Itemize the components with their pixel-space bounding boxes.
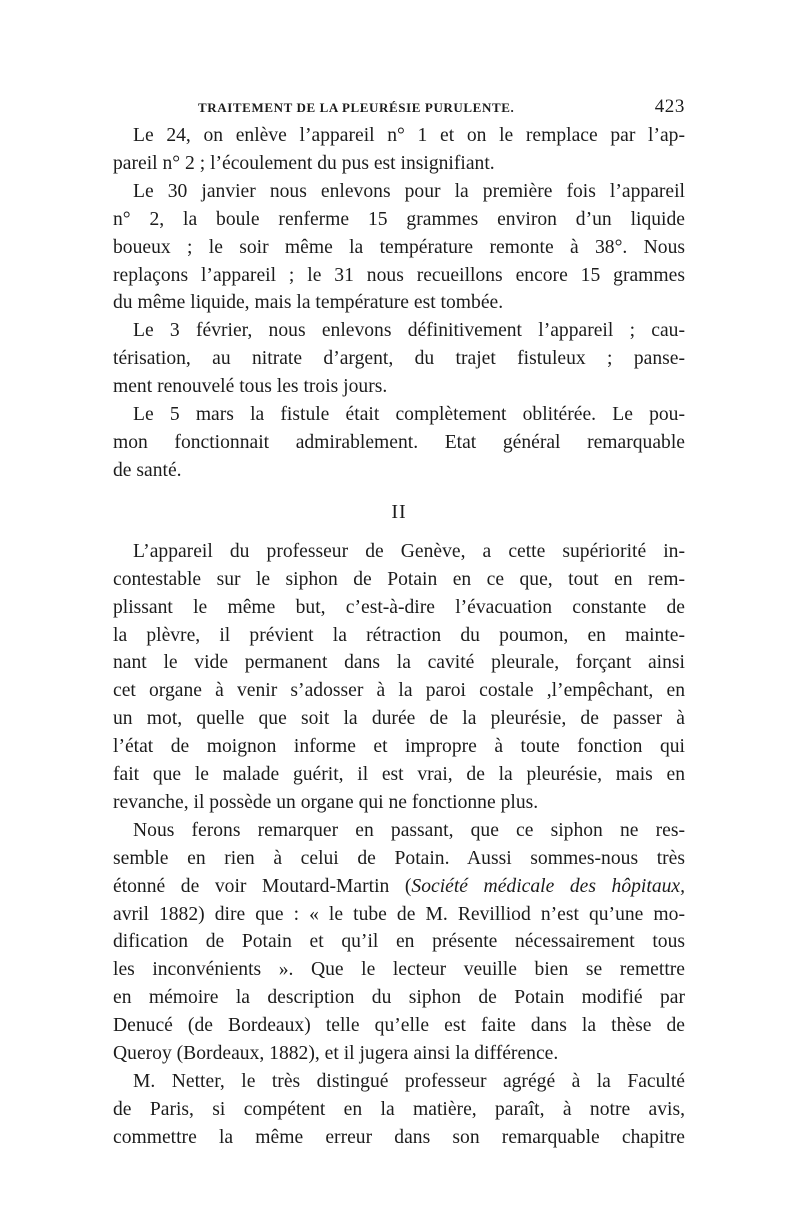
paragraph: [113, 122, 685, 178]
text-line: de Paris, si compétent en la matière, paraît, à notre avis,: [113, 1098, 685, 1120]
text-line: Le 5 mars la fistule était complètement oblitérée. Le pou-: [133, 404, 685, 426]
text-line: n° 2, la boule renferme 15 grammes environ d’un liquide: [113, 208, 685, 230]
paragraph: [113, 178, 685, 318]
text-line: plissant le même but, c’est-à-dire l’évacuation constante de: [113, 596, 685, 618]
text-line: revanche, il possède un organe qui ne fonctionne plus.: [113, 791, 539, 813]
running-title: TRAITEMENT DE LA PLEURÉSIE PURULENTE.: [198, 100, 515, 115]
text-line: les inconvénients ». Que le lecteur veuille bien se remettre: [113, 959, 685, 981]
text-line: pareil n° 2 ; l’écoulement du pus est insignifiant.: [113, 152, 495, 174]
page-number: 423: [654, 96, 685, 117]
paragraph: [113, 1068, 685, 1152]
paragraph: [113, 538, 685, 817]
text-line: contestable sur le siphon de Potain en ce que, tout en rem-: [113, 568, 685, 590]
text-line: fait que le malade guérit, il est vrai, de la pleurésie, mais en: [113, 764, 685, 786]
text-line: Queroy (Bordeaux, 1882), et il jugera ainsi la différence.: [113, 1043, 559, 1065]
italic-citation: Société médicale des hôpitaux,: [411, 875, 686, 897]
text-line: l’état de moignon informe et impropre à toute fonction qui: [113, 736, 685, 758]
text-line: Le 30 janvier nous enlevons pour la première fois l’appareil: [133, 180, 685, 202]
text-line: mon fonctionnait admirablement. Etat général remarquable: [113, 431, 685, 453]
text-line: M. Netter, le très distingué professeur agrégé à la Faculté: [133, 1071, 685, 1092]
text-line: L’appareil du professeur de Genève, a cette supériorité in-: [133, 540, 685, 562]
text-line: du même liquide, mais la température est tombée.: [113, 292, 504, 314]
text-line: avril 1882) dire que : « le tube de M. Revilliod n’est qu’une mo-: [113, 903, 685, 925]
text-line: un mot, quelle que soit la durée de la pleurésie, de passer à: [113, 708, 685, 730]
text-line: en mémoire la description du siphon de Potain modifié par: [113, 987, 685, 1009]
text-line: replaçons l’appareil ; le 31 nous recueillons encore 15 grammes: [113, 264, 685, 286]
text-line: de santé.: [113, 459, 182, 481]
text-line: nant le vide permanent dans la cavité pleurale, forçant ainsi: [113, 652, 685, 674]
paragraph: [113, 317, 685, 401]
text-line: boueux ; le soir même la température remonte à 38°. Nous: [113, 236, 685, 258]
text-line: Denucé (de Bordeaux) telle qu’elle est faite dans la thèse de: [113, 1015, 685, 1037]
section-heading: II: [391, 500, 407, 523]
text-fragment: étonné de voir Moutard-Martin (: [113, 875, 412, 897]
text-line: la plèvre, il prévient la rétraction du poumon, en mainte-: [113, 624, 685, 646]
text-line: Le 3 février, nous enlevons définitivement l’appareil ; cau-: [133, 320, 685, 342]
text-line: térisation, au nitrate d’argent, du trajet fistuleux ; panse-: [113, 348, 685, 370]
text-line: commettre la même erreur dans son remarquable chapitre: [113, 1126, 685, 1148]
paragraph: [113, 817, 685, 1068]
text-line: ment renouvelé tous les trois jours.: [113, 376, 388, 398]
book-page: [113, 96, 685, 1152]
text-line: Nous ferons remarquer en passant, que ce siphon ne res-: [133, 819, 685, 841]
text-line: Le 24, on enlève l’appareil n° 1 et on le remplace par l’ap-: [133, 125, 685, 146]
text-line: dification de Potain et qu’il en présente nécessairement tous: [113, 931, 685, 953]
running-head: [113, 96, 685, 122]
text-line: semble en rien à celui de Potain. Aussi sommes-nous très: [113, 847, 685, 869]
text-line-with-citation: [113, 873, 685, 901]
text-line: cet organe à venir s’adosser à la paroi costale ,l’empêchant, en: [113, 680, 685, 702]
paragraph: [113, 401, 685, 485]
